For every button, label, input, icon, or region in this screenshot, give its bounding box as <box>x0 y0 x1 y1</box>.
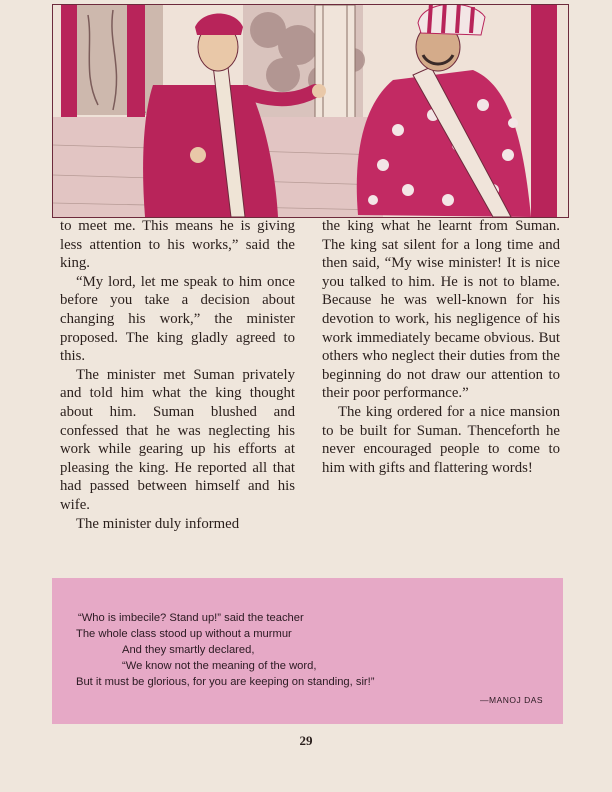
poem-line: “Who is imbecile? Stand up!” said the teacher <box>78 612 304 624</box>
story-paragraph: “My lord, let me speak to him once before you take a decision about changing his work,” the minister proposed. The king gladly agreed to this. <box>60 273 295 365</box>
poem-author: —MANOJ DAS <box>480 695 544 705</box>
story-illustration <box>52 4 569 218</box>
story-paragraph: to meet me. This means he is giving less attention to his works,” said the king. <box>60 218 295 272</box>
poem-box <box>52 578 563 724</box>
poem-line: The whole class stood up without a murmur <box>76 628 292 640</box>
poem-line: “We know not the meaning of the word, <box>122 660 317 672</box>
page-number: 29 <box>299 733 313 748</box>
story-paragraph: The minister met Suman privately and told him what the king thought about him. Suman blushed and confessed that he was neglecting his work while gearing up his efforts at pleasing the king. He reported all that had passed between himself and his wife. <box>60 366 295 513</box>
poem-line: But it must be glorious, for you are keeping on standing, sir!” <box>76 676 375 688</box>
story-paragraph: The king ordered for a nice mansion to be built for Suman. Thenceforth he never encouraged people to come to him with gifts and flattering words! <box>322 403 560 476</box>
story-paragraph: The minister duly informed <box>76 515 240 532</box>
minister-and-king-illustration-icon <box>53 5 568 217</box>
poem-line: And they smartly declared, <box>122 644 255 656</box>
story-column-right <box>322 217 560 477</box>
story-column-left <box>60 217 295 533</box>
story-paragraph: the king what he learnt from Suman. The king sat silent for a long time and then said, “My wise minister! It is nice you talked to him. He is not to blame. Because he was well-known for his devotion to work, his negligence of his work immediately became obvious. But others who neglect their duties from the beginning do not draw our attention to their poor performance.” <box>322 218 560 402</box>
